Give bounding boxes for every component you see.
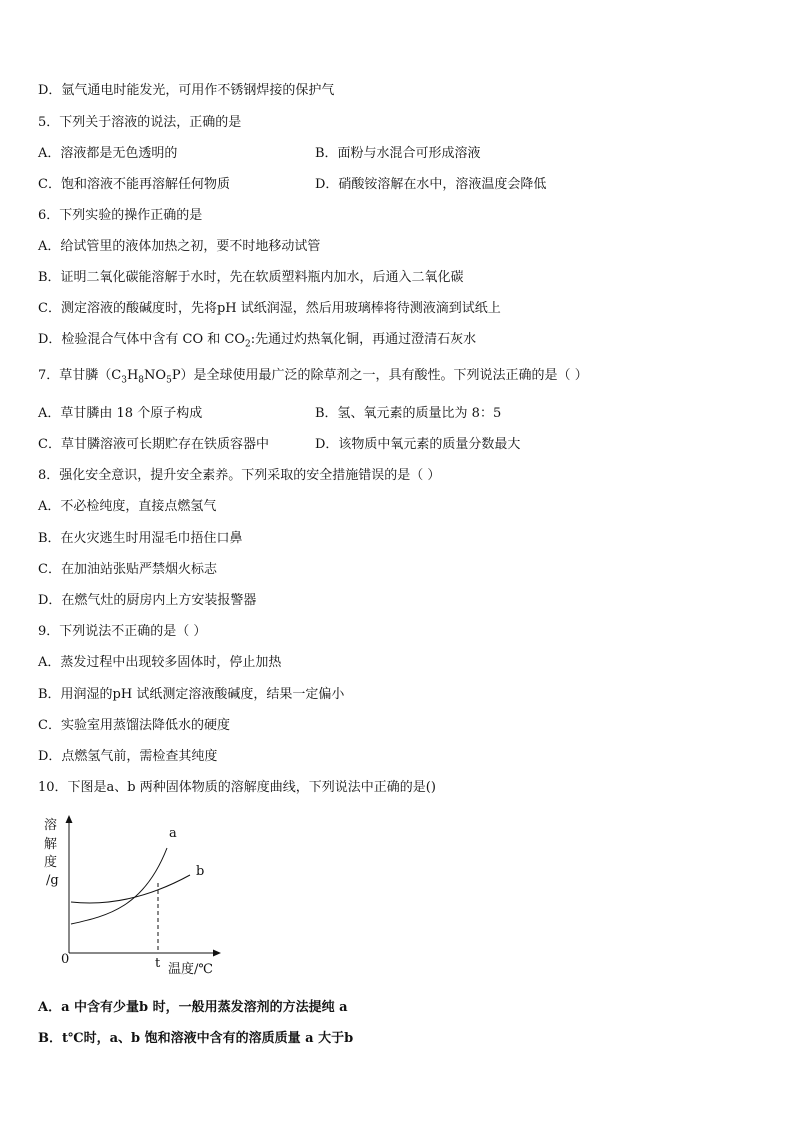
t-label: t [155,956,161,971]
q7-sub-1: 3 [121,375,127,386]
q7-option-c: C．草甘膦溶液可长期贮存在铁质容器中 [38,437,269,452]
y-axis-label-char-2: 解 [44,837,58,852]
q7-option-a: A．草甘膦由 18 个原子构成 [38,406,203,421]
curve-b [71,875,190,903]
q8-option-b: B．在火灾逃生时用湿毛巾捂住口鼻 [38,531,243,546]
q7-formula-h: H [126,368,139,383]
q6-stem: 6．下列实验的操作正确的是 [38,208,203,223]
q10-option-b: B．t℃时，a、b 饱和溶液中含有的溶质质量 a 大于b [38,1031,354,1046]
q7-sub-3: 5 [166,375,172,386]
curve-b-label: b [196,864,205,879]
q7-formula-no: NO [144,368,167,383]
q5-stem: 5．下列关于溶液的说法，正确的是 [38,115,242,130]
x-axis-arrow [213,950,221,957]
origin-label: 0 [61,952,70,967]
q8-option-a: A．不必检纯度，直接点燃氢气 [38,499,217,514]
q7-stem-text-2: P）是全球使用最广泛的除草剂之一，具有酸性。下列说法正确的是（ ） [171,368,588,383]
q9-stem: 9．下列说法不正确的是（ ） [38,624,207,639]
q9-option-a: A．蒸发过程中出现较多固体时，停止加热 [38,655,282,670]
q5-option-d: D．硝酸铵溶解在水中，溶液温度会降低 [315,177,547,192]
q6-option-d-subscript: 2 [245,339,251,350]
q6-option-a: A．给试管里的液体加热之初，要不时地移动试管 [38,239,321,254]
q8-option-c: C．在加油站张贴严禁烟火标志 [38,562,217,577]
x-axis-label: 温度/℃ [168,962,213,977]
q5-option-b: B．面粉与水混合可形成溶液 [315,146,481,161]
q7-sub-2: 8 [138,375,145,386]
y-axis-arrow [66,815,73,823]
q6-option-c: C．测定溶液的酸碱度时，先将pH 试纸润湿，然后用玻璃棒将待测液滴到试纸上 [38,301,501,316]
q7-stem [38,367,588,385]
q8-option-d: D．在燃气灶的厨房内上方安装报警器 [38,593,257,608]
q9-option-b: B．用润湿的pH 试纸测定溶液酸碱度，结果一定偏小 [38,687,345,702]
y-axis-label-char-3: 度 [44,855,58,870]
q9-option-c: C．实验室用蒸馏法降低水的硬度 [38,718,230,733]
y-axis-label-char-4: /g [46,873,59,888]
q4-option-d: D．氩气通电时能发光，可用作不锈钢焊接的保护气 [38,83,335,98]
q6-option-d-text-1: D．检验混合气体中含有 CO 和 CO [38,332,246,347]
y-axis-label-char-1: 溶 [44,818,58,833]
q7-stem-text-1: 7．草甘膦（C [38,368,122,383]
q7-option-b: B．氢、氧元素的质量比为 8：5 [315,406,502,421]
q10-option-a: A．a 中含有少量b 时，一般用蒸发溶剂的方法提纯 a [38,1000,348,1015]
q8-stem: 8．强化安全意识，提升安全素养。下列采取的安全措施错误的是（ ） [38,468,441,483]
q6-option-b: B．证明二氧化碳能溶解于水时，先在软质塑料瓶内加水，后通入二氧化碳 [38,270,464,285]
q6-option-d [38,331,476,349]
curve-a [71,848,167,924]
q7-option-d: D．该物质中氧元素的质量分数最大 [315,437,521,452]
solubility-curve-graph [38,812,228,982]
q10-stem: 10．下图是a、b 两种固体物质的溶解度曲线，下列说法中正确的是() [38,780,436,795]
q9-option-d: D．点燃氢气前，需检查其纯度 [38,749,218,764]
q5-option-a: A．溶液都是无色透明的 [38,146,178,161]
q6-option-d-text-2: :先通过灼热氧化铜，再通过澄清石灰水 [250,332,477,347]
q5-option-c: C．饱和溶液不能再溶解任何物质 [38,177,230,192]
curve-a-label: a [169,826,177,841]
